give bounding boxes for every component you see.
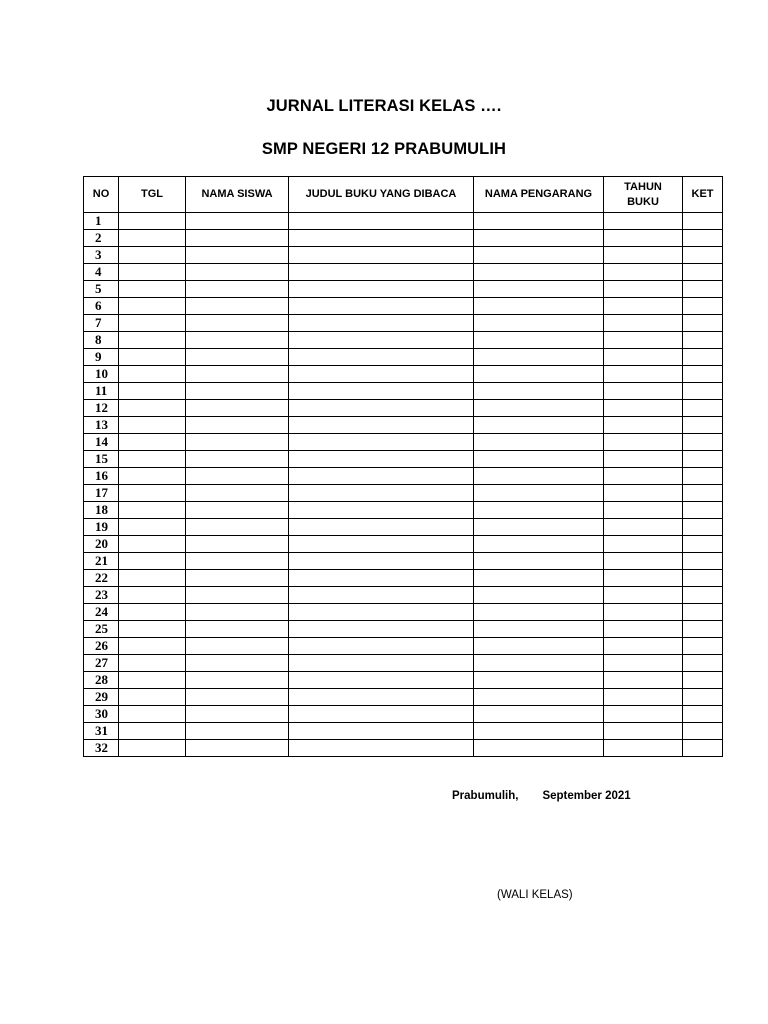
cell-tgl: [119, 570, 186, 587]
cell-nama-pengarang: [474, 570, 604, 587]
row-number: 29: [84, 689, 119, 706]
cell-nama-pengarang: [474, 247, 604, 264]
cell-judul-buku: [289, 281, 474, 298]
cell-ket: [683, 349, 723, 366]
cell-ket: [683, 536, 723, 553]
header-tgl: TGL: [119, 177, 186, 213]
row-number: 5: [84, 281, 119, 298]
cell-nama-pengarang: [474, 485, 604, 502]
cell-tahun-buku: [604, 281, 683, 298]
row-number: 8: [84, 332, 119, 349]
table-row: [84, 604, 723, 621]
table-row: [84, 383, 723, 400]
table-row: [84, 298, 723, 315]
table-row: [84, 519, 723, 536]
cell-ket: [683, 689, 723, 706]
row-number: 10: [84, 366, 119, 383]
row-number: 32: [84, 740, 119, 757]
row-number: 27: [84, 655, 119, 672]
cell-nama-pengarang: [474, 723, 604, 740]
cell-nama-pengarang: [474, 298, 604, 315]
cell-judul-buku: [289, 366, 474, 383]
cell-tgl: [119, 417, 186, 434]
cell-nama-pengarang: [474, 264, 604, 281]
cell-tahun-buku: [604, 553, 683, 570]
cell-tahun-buku: [604, 740, 683, 757]
row-number: 28: [84, 672, 119, 689]
cell-nama-siswa: [186, 672, 289, 689]
table-row: [84, 723, 723, 740]
row-number: 23: [84, 587, 119, 604]
cell-nama-pengarang: [474, 553, 604, 570]
cell-tgl: [119, 655, 186, 672]
cell-nama-pengarang: [474, 468, 604, 485]
cell-nama-siswa: [186, 502, 289, 519]
cell-ket: [683, 485, 723, 502]
cell-judul-buku: [289, 264, 474, 281]
table-row: [84, 315, 723, 332]
cell-nama-siswa: [186, 468, 289, 485]
cell-nama-siswa: [186, 706, 289, 723]
cell-tahun-buku: [604, 502, 683, 519]
cell-nama-pengarang: [474, 655, 604, 672]
cell-judul-buku: [289, 468, 474, 485]
cell-judul-buku: [289, 400, 474, 417]
cell-tgl: [119, 485, 186, 502]
table-row: [84, 264, 723, 281]
cell-ket: [683, 672, 723, 689]
row-number: 21: [84, 553, 119, 570]
cell-ket: [683, 332, 723, 349]
cell-judul-buku: [289, 383, 474, 400]
header-nama-siswa: NAMA SISWA: [186, 177, 289, 213]
table-row: [84, 689, 723, 706]
cell-tahun-buku: [604, 672, 683, 689]
place: Prabumulih,: [452, 790, 519, 802]
cell-tahun-buku: [604, 417, 683, 434]
table-row: [84, 706, 723, 723]
table-row: [84, 587, 723, 604]
cell-nama-siswa: [186, 689, 289, 706]
cell-tgl: [119, 553, 186, 570]
row-number: 11: [84, 383, 119, 400]
cell-ket: [683, 468, 723, 485]
cell-tahun-buku: [604, 213, 683, 230]
cell-ket: [683, 604, 723, 621]
cell-nama-pengarang: [474, 451, 604, 468]
table-row: [84, 570, 723, 587]
cell-nama-pengarang: [474, 230, 604, 247]
cell-tgl: [119, 400, 186, 417]
table-row: [84, 332, 723, 349]
cell-tgl: [119, 298, 186, 315]
cell-nama-siswa: [186, 519, 289, 536]
row-number: 16: [84, 468, 119, 485]
table-row: [84, 366, 723, 383]
row-number: 1: [84, 213, 119, 230]
cell-tgl: [119, 451, 186, 468]
row-number: 7: [84, 315, 119, 332]
cell-judul-buku: [289, 655, 474, 672]
cell-tahun-buku: [604, 706, 683, 723]
cell-tahun-buku: [604, 587, 683, 604]
cell-nama-pengarang: [474, 587, 604, 604]
table-row: [84, 740, 723, 757]
row-number: 3: [84, 247, 119, 264]
cell-nama-siswa: [186, 434, 289, 451]
cell-tahun-buku: [604, 264, 683, 281]
cell-tahun-buku: [604, 689, 683, 706]
cell-ket: [683, 502, 723, 519]
cell-nama-siswa: [186, 451, 289, 468]
table-row: [84, 434, 723, 451]
cell-nama-pengarang: [474, 519, 604, 536]
month-year: September 2021: [542, 790, 631, 802]
cell-nama-pengarang: [474, 621, 604, 638]
cell-tgl: [119, 383, 186, 400]
table-row: [84, 485, 723, 502]
cell-ket: [683, 655, 723, 672]
cell-judul-buku: [289, 706, 474, 723]
cell-tahun-buku: [604, 434, 683, 451]
cell-tgl: [119, 689, 186, 706]
cell-tahun-buku: [604, 621, 683, 638]
table-row: [84, 672, 723, 689]
cell-nama-pengarang: [474, 281, 604, 298]
cell-nama-siswa: [186, 366, 289, 383]
cell-nama-pengarang: [474, 383, 604, 400]
cell-nama-pengarang: [474, 366, 604, 383]
table-row: [84, 400, 723, 417]
cell-judul-buku: [289, 621, 474, 638]
cell-judul-buku: [289, 723, 474, 740]
cell-tgl: [119, 638, 186, 655]
cell-tgl: [119, 672, 186, 689]
cell-ket: [683, 247, 723, 264]
cell-judul-buku: [289, 247, 474, 264]
cell-nama-pengarang: [474, 349, 604, 366]
cell-tahun-buku: [604, 451, 683, 468]
cell-judul-buku: [289, 740, 474, 757]
table-row: [84, 213, 723, 230]
cell-nama-pengarang: [474, 502, 604, 519]
row-number: 26: [84, 638, 119, 655]
header-no: NO: [84, 177, 119, 213]
cell-nama-pengarang: [474, 434, 604, 451]
cell-ket: [683, 451, 723, 468]
cell-nama-siswa: [186, 247, 289, 264]
cell-tgl: [119, 366, 186, 383]
cell-tgl: [119, 502, 186, 519]
table-row: [84, 621, 723, 638]
cell-tgl: [119, 587, 186, 604]
cell-tahun-buku: [604, 247, 683, 264]
cell-nama-siswa: [186, 638, 289, 655]
cell-judul-buku: [289, 553, 474, 570]
cell-judul-buku: [289, 213, 474, 230]
row-number: 22: [84, 570, 119, 587]
row-number: 20: [84, 536, 119, 553]
cell-tahun-buku: [604, 298, 683, 315]
cell-tahun-buku: [604, 638, 683, 655]
table-row: [84, 247, 723, 264]
place-date: [452, 790, 631, 802]
table-row: [84, 417, 723, 434]
cell-tgl: [119, 621, 186, 638]
cell-judul-buku: [289, 519, 474, 536]
cell-judul-buku: [289, 434, 474, 451]
cell-ket: [683, 230, 723, 247]
cell-nama-siswa: [186, 349, 289, 366]
cell-nama-siswa: [186, 213, 289, 230]
cell-judul-buku: [289, 502, 474, 519]
cell-judul-buku: [289, 315, 474, 332]
cell-nama-pengarang: [474, 740, 604, 757]
header-tahun-buku-line1: TAHUN: [624, 180, 662, 193]
cell-tahun-buku: [604, 383, 683, 400]
cell-tahun-buku: [604, 519, 683, 536]
cell-tgl: [119, 247, 186, 264]
cell-ket: [683, 315, 723, 332]
cell-tgl: [119, 740, 186, 757]
table-header-row: [84, 177, 723, 213]
table-row: [84, 655, 723, 672]
cell-ket: [683, 553, 723, 570]
cell-judul-buku: [289, 298, 474, 315]
cell-nama-siswa: [186, 723, 289, 740]
cell-nama-siswa: [186, 621, 289, 638]
cell-tahun-buku: [604, 366, 683, 383]
row-number: 24: [84, 604, 119, 621]
cell-tahun-buku: [604, 723, 683, 740]
cell-nama-pengarang: [474, 689, 604, 706]
cell-ket: [683, 638, 723, 655]
cell-tgl: [119, 264, 186, 281]
cell-ket: [683, 366, 723, 383]
cell-tgl: [119, 213, 186, 230]
row-number: 12: [84, 400, 119, 417]
cell-judul-buku: [289, 689, 474, 706]
header-nama-pengarang: NAMA PENGARANG: [474, 177, 604, 213]
cell-nama-siswa: [186, 740, 289, 757]
cell-tgl: [119, 723, 186, 740]
cell-nama-pengarang: [474, 604, 604, 621]
cell-judul-buku: [289, 638, 474, 655]
cell-nama-siswa: [186, 553, 289, 570]
table-row: [84, 349, 723, 366]
cell-nama-pengarang: [474, 315, 604, 332]
cell-judul-buku: [289, 451, 474, 468]
row-number: 2: [84, 230, 119, 247]
table-row: [84, 502, 723, 519]
cell-ket: [683, 621, 723, 638]
row-number: 18: [84, 502, 119, 519]
cell-judul-buku: [289, 349, 474, 366]
cell-tahun-buku: [604, 230, 683, 247]
cell-ket: [683, 706, 723, 723]
table-row: [84, 230, 723, 247]
row-number: 25: [84, 621, 119, 638]
cell-nama-siswa: [186, 281, 289, 298]
cell-ket: [683, 213, 723, 230]
cell-nama-pengarang: [474, 536, 604, 553]
cell-ket: [683, 264, 723, 281]
cell-nama-pengarang: [474, 706, 604, 723]
cell-judul-buku: [289, 570, 474, 587]
literacy-journal-table: [83, 176, 723, 757]
cell-tahun-buku: [604, 400, 683, 417]
cell-judul-buku: [289, 332, 474, 349]
signer-label: (WALI KELAS): [497, 889, 573, 901]
row-number: 4: [84, 264, 119, 281]
table-row: [84, 536, 723, 553]
cell-nama-siswa: [186, 332, 289, 349]
cell-ket: [683, 519, 723, 536]
cell-nama-siswa: [186, 604, 289, 621]
cell-nama-siswa: [186, 298, 289, 315]
cell-ket: [683, 587, 723, 604]
cell-nama-pengarang: [474, 638, 604, 655]
row-number: 31: [84, 723, 119, 740]
cell-judul-buku: [289, 587, 474, 604]
row-number: 6: [84, 298, 119, 315]
cell-tgl: [119, 706, 186, 723]
row-number: 17: [84, 485, 119, 502]
table-row: [84, 451, 723, 468]
cell-nama-siswa: [186, 417, 289, 434]
cell-nama-pengarang: [474, 332, 604, 349]
cell-nama-siswa: [186, 485, 289, 502]
cell-tgl: [119, 349, 186, 366]
cell-nama-siswa: [186, 655, 289, 672]
cell-judul-buku: [289, 485, 474, 502]
cell-ket: [683, 434, 723, 451]
row-number: 14: [84, 434, 119, 451]
row-number: 13: [84, 417, 119, 434]
cell-tahun-buku: [604, 604, 683, 621]
table-row: [84, 553, 723, 570]
cell-tgl: [119, 468, 186, 485]
cell-judul-buku: [289, 672, 474, 689]
school-name: SMP NEGERI 12 PRABUMULIH: [261, 140, 507, 158]
cell-tahun-buku: [604, 536, 683, 553]
cell-judul-buku: [289, 604, 474, 621]
cell-nama-siswa: [186, 570, 289, 587]
table-body: [84, 213, 723, 757]
cell-ket: [683, 298, 723, 315]
cell-tgl: [119, 230, 186, 247]
row-number: 9: [84, 349, 119, 366]
table-row: [84, 281, 723, 298]
cell-tgl: [119, 315, 186, 332]
cell-tgl: [119, 434, 186, 451]
cell-tahun-buku: [604, 570, 683, 587]
table-row: [84, 638, 723, 655]
cell-nama-pengarang: [474, 672, 604, 689]
cell-tgl: [119, 536, 186, 553]
cell-tgl: [119, 332, 186, 349]
cell-ket: [683, 740, 723, 757]
row-number: 15: [84, 451, 119, 468]
header-judul-buku: JUDUL BUKU YANG DIBACA: [289, 177, 474, 213]
cell-nama-siswa: [186, 264, 289, 281]
cell-tahun-buku: [604, 315, 683, 332]
cell-tgl: [119, 281, 186, 298]
row-number: 30: [84, 706, 119, 723]
cell-nama-siswa: [186, 230, 289, 247]
cell-nama-siswa: [186, 587, 289, 604]
header-ket: KET: [683, 177, 723, 213]
table-row: [84, 468, 723, 485]
cell-nama-siswa: [186, 400, 289, 417]
cell-nama-siswa: [186, 383, 289, 400]
cell-nama-siswa: [186, 315, 289, 332]
cell-tahun-buku: [604, 468, 683, 485]
cell-nama-pengarang: [474, 213, 604, 230]
cell-judul-buku: [289, 417, 474, 434]
cell-tgl: [119, 604, 186, 621]
cell-tahun-buku: [604, 332, 683, 349]
cell-nama-pengarang: [474, 400, 604, 417]
cell-ket: [683, 570, 723, 587]
cell-tgl: [119, 519, 186, 536]
cell-tahun-buku: [604, 655, 683, 672]
document-title: JURNAL LITERASI KELAS ….: [266, 97, 502, 115]
cell-nama-siswa: [186, 536, 289, 553]
cell-ket: [683, 281, 723, 298]
cell-tahun-buku: [604, 485, 683, 502]
cell-tahun-buku: [604, 349, 683, 366]
cell-ket: [683, 417, 723, 434]
cell-judul-buku: [289, 536, 474, 553]
header-tahun-buku-line2: BUKU: [627, 195, 659, 208]
cell-ket: [683, 400, 723, 417]
row-number: 19: [84, 519, 119, 536]
cell-judul-buku: [289, 230, 474, 247]
cell-nama-pengarang: [474, 417, 604, 434]
header-tahun-buku: [604, 177, 683, 213]
cell-ket: [683, 723, 723, 740]
cell-ket: [683, 383, 723, 400]
